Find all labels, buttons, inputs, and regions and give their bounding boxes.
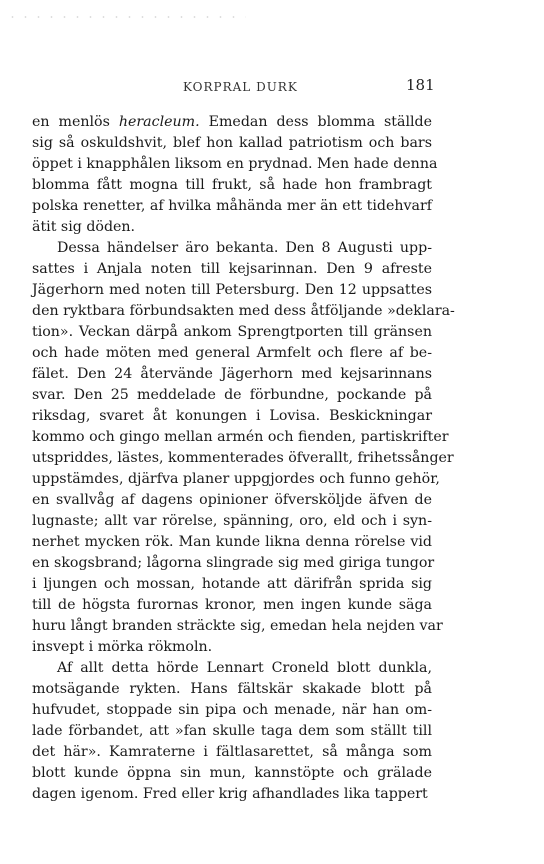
text-line [32, 133, 432, 154]
text-segment: huru långt branden sträckte sig, emedan hela nejden var [32, 618, 443, 634]
text-line [32, 742, 432, 763]
text-segment: hufvudet, stoppade sin pipa och menade, när han om- [32, 702, 432, 718]
text-segment: blott kunde öppna sin mun, kannstöpte och grälade [32, 765, 432, 781]
text-segment: utspriddes, lästes, kommenterades öfverallt, frihetssånger [32, 450, 454, 466]
text-segment: Dessa händelser äro bekanta. Den 8 Augusti upp- [57, 240, 432, 256]
text-segment: den ryktbara förbundsakten med dess åtföljande »deklara- [32, 303, 455, 319]
text-line [32, 553, 435, 574]
text-line [32, 784, 432, 805]
text-line [32, 448, 454, 469]
paragraph [32, 112, 438, 238]
text-segment: Jägerhorn med noten till Petersburg. Den 12 uppsattes [32, 282, 432, 298]
text-line [32, 469, 440, 490]
text-line [32, 175, 432, 196]
text-line [32, 574, 432, 595]
text-line [32, 406, 432, 427]
paragraph [32, 658, 432, 805]
text-line [32, 658, 432, 679]
text-segment: en svallvåg af dagens opinioner öfversköljde äfven de [32, 492, 432, 508]
text-segment: tion». Veckan därpå ankom Sprengtporten till gränsen [32, 324, 432, 340]
text-segment: sig så oskuldshvit, blef hon kallad patriotism och bars [32, 135, 432, 151]
text-segment: kommo och gingo mellan armén och fienden, partiskrifter [32, 429, 449, 445]
text-line [32, 721, 432, 742]
text-segment: sattes i Anjala noten till kejsarinnan. Den 9 afreste [32, 261, 432, 277]
text-line [32, 637, 432, 658]
text-segment: motsägande rykten. Hans fältskär skakade blott på [32, 681, 432, 697]
text-line [32, 259, 432, 280]
text-line [32, 322, 432, 343]
body-text [32, 112, 455, 805]
paragraph [32, 238, 455, 658]
text-segment: fälet. Den 24 återvände Jägerhorn med kejsarinnans [32, 366, 432, 382]
text-line [32, 280, 432, 301]
text-line [32, 154, 438, 175]
text-line [32, 532, 432, 553]
text-line [32, 364, 432, 385]
text-line [32, 511, 432, 532]
text-line [32, 679, 432, 700]
text-line [32, 343, 432, 364]
text-line [32, 217, 432, 238]
text-line [32, 238, 432, 259]
text-segment: Af allt detta hörde Lennart Croneld blott dunkla, [57, 660, 432, 676]
text-line [32, 700, 432, 721]
text-segment: dagen igenom. Fred eller krig afhandlades lika tappert [32, 786, 428, 802]
text-segment: till de högsta furornas kronor, men ingen kunde säga [32, 597, 432, 613]
text-segment: polska renetter, af hvilka måhända mer än ett tidehvarf [32, 198, 432, 214]
text-segment: öppet i knapphålen liksom en prydnad. Men hade denna [32, 156, 438, 172]
text-line [32, 427, 449, 448]
text-segment: nerhet mycken rök. Man kunde likna denna rörelse vid [32, 534, 432, 550]
page-number: 181 [406, 76, 435, 94]
text-line [32, 616, 443, 637]
text-segment: uppstämdes, djärfva planer uppgjordes och funno gehör, [32, 471, 440, 487]
text-line [32, 595, 432, 616]
text-segment: insvept i mörka rökmoln. [32, 639, 213, 655]
text-segment: ätit sig döden. [32, 219, 136, 235]
text-segment: en skogsbrand; lågorna slingrade sig med giriga tungor [32, 555, 435, 571]
text-line [32, 112, 432, 133]
running-head: KORPRAL DURK [183, 80, 298, 94]
text-segment: riksdag, svaret åt konungen i Lovisa. Beskickningar [32, 408, 432, 424]
paper-speckles [6, 14, 246, 20]
text-segment: blomma fått mogna till frukt, så hade hon frambragt [32, 177, 432, 193]
text-line [32, 763, 432, 784]
text-segment: lugnaste; allt var rörelse, spänning, oro, eld och i syn- [32, 513, 432, 529]
text-line [32, 490, 432, 511]
text-segment: lade förbandet, att »fan skulle taga dem som ställt till [32, 723, 432, 739]
text-line [32, 385, 432, 406]
text-segment: Emedan dess blomma ställde [199, 114, 433, 130]
italic-text: heracleum. [118, 114, 200, 130]
text-line [32, 301, 455, 322]
text-segment: det här». Kamraterne i fältlasarettet, så många som [32, 744, 432, 760]
text-segment: och hade möten med general Armfelt och flere af be- [32, 345, 432, 361]
text-segment: i ljungen och mossan, hotande att därifrån sprida sig [32, 576, 432, 592]
text-segment: en menlös [32, 114, 119, 130]
text-segment: svar. Den 25 meddelade de förbundne, pockande på [32, 387, 432, 403]
text-line [32, 196, 432, 217]
